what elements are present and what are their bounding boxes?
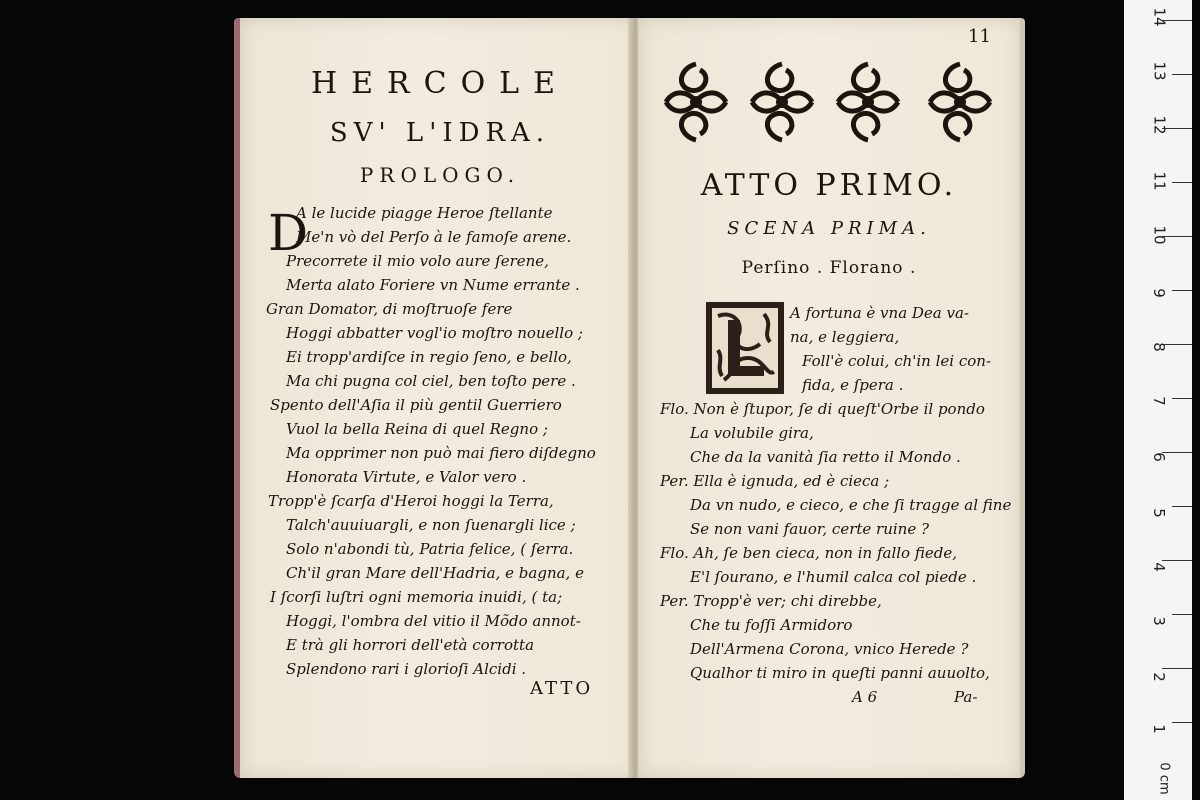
dialogue-line: Foll'è colui, ch'in lei con- [802, 352, 992, 370]
verse-line: Merta alato Foriere vn Nume errante . [286, 276, 580, 294]
dialogue-line: Dell'Armena Corona, vnico Herede ? [690, 640, 969, 658]
catchword: ATTO [530, 678, 594, 699]
ruler-number: 7 [1149, 396, 1168, 406]
left-page [234, 18, 640, 778]
ruler-number: 12 [1150, 115, 1169, 135]
verse-line: Hoggi abbatter vogl'io moſtro nouello ; [286, 324, 583, 342]
dialogue-line: Se non vani fauor, certe ruine ? [690, 520, 930, 538]
ruler-number: 5 [1149, 508, 1168, 518]
ruler-number: 4 [1149, 562, 1168, 572]
ruler-number: 10 [1150, 225, 1169, 245]
play-title: HERCOLE [310, 66, 570, 101]
ruler-number: 8 [1149, 342, 1168, 352]
ruler-number: 6 [1149, 452, 1168, 462]
catchword: Pa- [954, 688, 978, 706]
dialogue-line: Che tu foſſi Armidoro [690, 616, 853, 634]
dialogue-line: Flo. Ah, ſe ben cieca, non in fallo fiede, [660, 544, 957, 562]
dialogue-line: Flo. Non è ſtupor, ſe di queſt'Orbe il pondo [660, 400, 985, 418]
verse-line: Ei tropp'ardiſce in regio ſeno, e bello, [286, 348, 572, 366]
right-page [638, 18, 1025, 778]
ruler-number: 14 [1150, 7, 1169, 27]
verse-line: Spento dell'Aſia il più gentil Guerriero [270, 396, 562, 414]
verse-line: Vuol la bella Reina di quel Regno ; [286, 420, 548, 438]
verse-line: Ma chi pugna col ciel, ben toſto pere . [286, 372, 576, 390]
play-subtitle: SV' L'IDRA. [329, 118, 551, 148]
verse-line: Ma opprimer non può mai fiero diſdegno [286, 444, 596, 462]
verse-line: Hoggi, l'ombra del vitio il Mõdo annot- [286, 612, 581, 630]
verse-line: Tropp'è ſcarſa d'Heroi hoggi la Terra, [268, 492, 554, 510]
open-book [228, 18, 1026, 788]
verse-line: Precorrete il mio volo aure ſerene, [286, 252, 549, 270]
ruler-number: 13 [1150, 61, 1169, 81]
dialogue-line: Che da la vanità ſia retto il Mondo . [690, 448, 961, 466]
decorated-initial-icon [704, 300, 786, 396]
dialogue-line: Per. Ella è ignuda, ed è cieca ; [660, 472, 890, 490]
drop-cap: D [268, 204, 309, 262]
ruler-number: 9 [1149, 288, 1168, 298]
verse-line: Honorata Virtute, e Valor vero . [286, 468, 527, 486]
page-number: 11 [968, 26, 991, 47]
ruler-number: 1 [1149, 724, 1168, 734]
scene-heading: SCENA PRIMA. [727, 218, 931, 239]
verse-line: I ſcorſi luſtri ogni memoria inuidi, ( ta; [270, 588, 563, 606]
measurement-ruler [1124, 0, 1192, 800]
ornament-icon [660, 58, 732, 146]
verse-line: Ch'il gran Mare dell'Hadria, e bagna, e [286, 564, 584, 582]
ruler-number: 11 [1150, 171, 1169, 191]
ruler-number: 2 [1149, 672, 1168, 682]
dialogue-line: na, e leggiera, [790, 328, 900, 346]
characters-line: Perſino . Florano . [741, 258, 917, 278]
dialogue-line: Da vn nudo, e cieco, e che ſi tragge al fine [690, 496, 1012, 514]
verse-line: Talch'auuiuargli, e non ſuenargli lice ; [286, 516, 576, 534]
verse-line: A le lucide piagge Heroe ſtellante [296, 204, 553, 222]
verse-line: Solo n'abondi tù, Patria felice, ( ſerra. [286, 540, 574, 558]
verse-line: Splendono rari i glorioſi Alcidi . [286, 660, 527, 678]
prologue-heading: PROLOGO. [359, 163, 521, 187]
ornament-icon [924, 58, 996, 146]
ornament-icon [746, 58, 818, 146]
dialogue-line: Qualhor ti miro in queſti panni auuolto, [690, 664, 990, 682]
ruler-unit: 0 cm [1156, 762, 1172, 795]
dialogue-line: fida, e ſpera . [802, 376, 904, 394]
verse-line: E trà gli horrori dell'età corrotta [286, 636, 535, 654]
signature-mark: A 6 [852, 688, 878, 706]
ruler-number: 3 [1149, 616, 1168, 626]
dialogue-line: Per. Tropp'è ver; chi direbbe, [660, 592, 882, 610]
dialogue-line: La volubile gira, [690, 424, 814, 442]
dialogue-line: E'l ſourano, e l'humil calca col piede . [690, 568, 977, 586]
verse-line: Gran Domator, di moſtruoſe fere [266, 300, 513, 318]
verse-line: Me'n vò del Perſo à le famoſe arene. [296, 228, 572, 246]
ornament-icon [832, 58, 904, 146]
dialogue-line: A fortuna è vna Dea va- [790, 304, 970, 322]
act-heading: ATTO PRIMO. [700, 168, 958, 203]
